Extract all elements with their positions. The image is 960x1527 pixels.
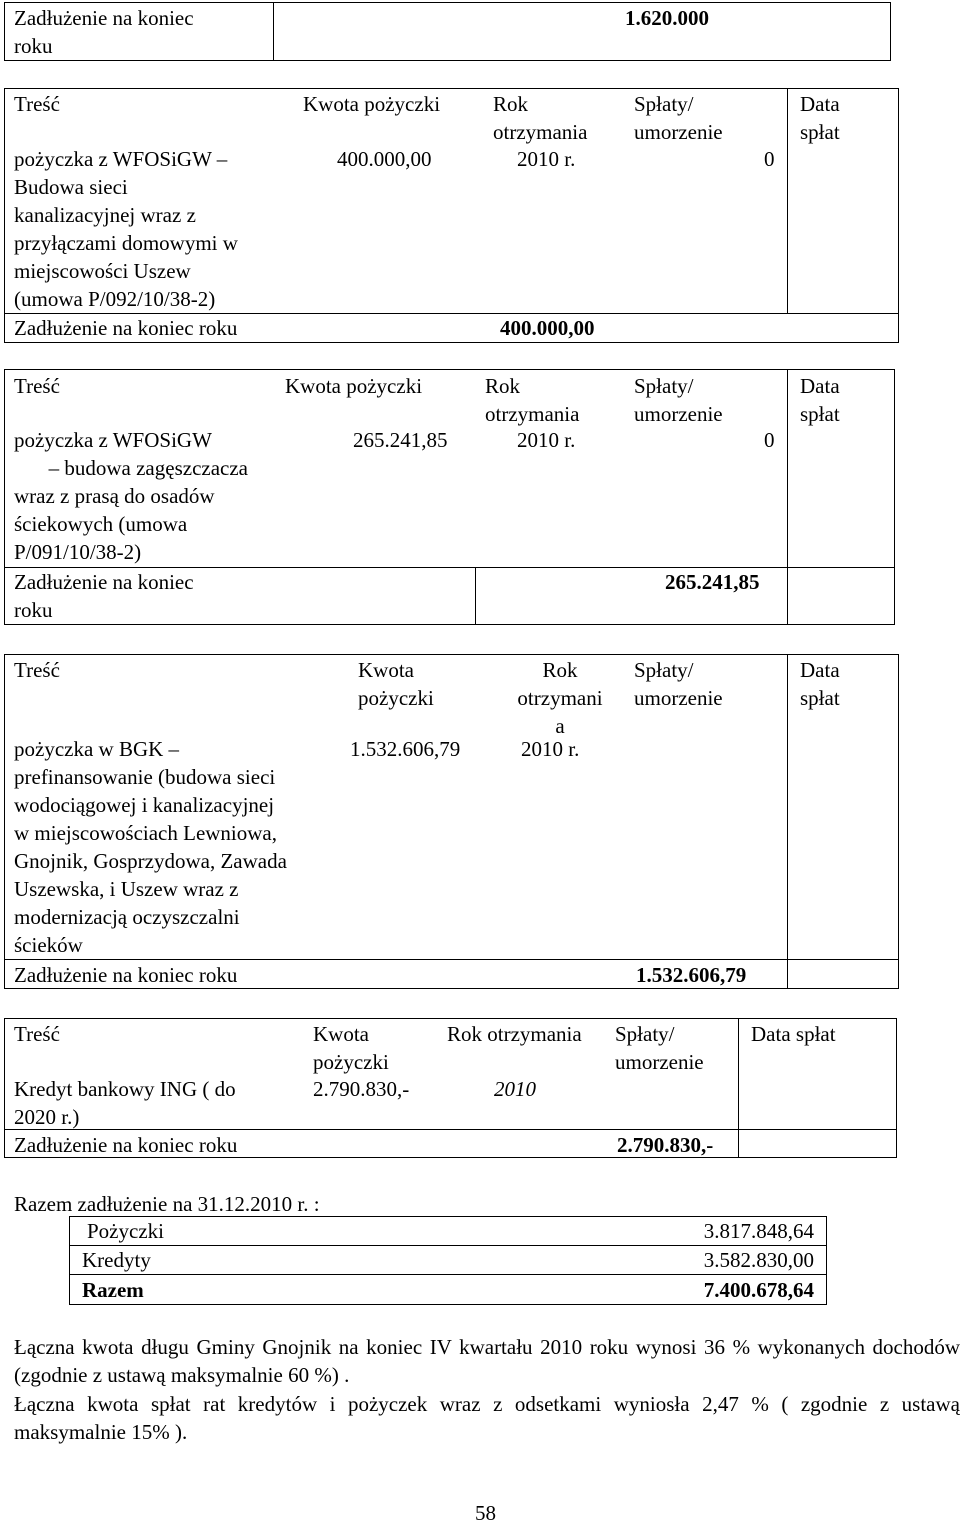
table1-footer-label: Zadłużenie na koniec roku [14, 316, 238, 340]
table4-row-tresc: Kredyt bankowy ING ( do 2020 r.) [14, 1077, 236, 1129]
table2-row-kwota: 265.241,85 [353, 428, 448, 452]
summary-row-label: Pożyczki [87, 1219, 164, 1243]
table4-row-kwota: 2.790.830,- [313, 1077, 410, 1101]
table3-header-rok: Rok otrzymani a [517, 658, 603, 738]
table4-header-rok: Rok otrzymania [447, 1022, 582, 1046]
table3-col-divider [787, 654, 788, 989]
summary-row-divider-2 [69, 1274, 827, 1275]
table3-row-rok: 2010 r. [521, 737, 580, 761]
table3-footer-divider [4, 959, 899, 960]
table3-header-splaty: Spłaty/ umorzenie [634, 658, 723, 710]
table2-header-splaty: Spłaty/ umorzenie [634, 374, 723, 426]
summary-heading: Razem zadłużenie na 31.12.2010 r. : [14, 1192, 320, 1216]
top-debt-table-divider [273, 2, 274, 61]
table3-row-tresc: pożyczka w BGK – prefinansowanie (budowa sieci wodociągowej i kanalizacyjnej w miejscowościach Lewniowa, Gnojnik, Gosprzydowa, Zawada Uszewska, i Uszew wraz z modernizacją oczyszczalni ścieków [14, 737, 287, 957]
table1-header-splaty: Spłaty/ umorzenie [634, 92, 723, 144]
table2-row-tresc-rest: wraz z prasą do osadów ściekowych (umowa P/091/10/38-2) [14, 484, 215, 564]
table1-footer-value: 400.000,00 [500, 316, 595, 340]
top-debt-label: Zadłużenie na koniec roku [14, 6, 194, 58]
table3-header-tresc: Treść [14, 658, 60, 682]
table4-header-splaty: Spłaty/ umorzenie [615, 1022, 704, 1074]
debt-ratio-paragraph: Łączna kwota długu Gminy Gnojnik na koniec IV kwartału 2010 roku wynosi 36 % wykonanych dochodów (zgodnie z ustawą maksymalnie 60 %) . [14, 1335, 960, 1387]
table2-footer-value: 265.241,85 [665, 570, 760, 594]
table1-row-tresc: pożyczka z WFOSiGW – Budowa sieci kanalizacyjnej wraz z przyłączami domowymi w miejscowości Uszew (umowa P/092/10/38-2) [14, 147, 238, 311]
table2-col-divider-b [787, 369, 788, 625]
summary-row-label: Kredyty [82, 1248, 151, 1272]
summary-total-value: 7.400.678,64 [703, 1278, 814, 1302]
table2-header-data: Data spłat [800, 374, 840, 426]
table1-header-kwota: Kwota pożyczki [303, 92, 441, 116]
table1-row-kwota: 400.000,00 [337, 147, 432, 171]
table3-header-data: Data spłat [800, 658, 840, 710]
summary-row-value: 3.817.848,64 [703, 1219, 814, 1243]
table2-row-rok: 2010 r. [517, 428, 576, 452]
table3-footer-label: Zadłużenie na koniec roku [14, 963, 238, 987]
table1-header-data: Data spłat [800, 92, 840, 144]
table2-header-kwota: Kwota pożyczki [285, 374, 423, 398]
repayment-ratio-paragraph: Łączna kwota spłat rat kredytów i pożyczek wraz z odsetkami wyniosła 2,47 % ( zgodnie z ustawą maksymalnie 15% ). [14, 1392, 960, 1444]
table4-header-tresc: Treść [14, 1022, 60, 1046]
table2-footer-label: Zadłużenie na koniec roku [14, 570, 194, 622]
summary-row-value: 3.582.830,00 [703, 1248, 814, 1272]
table4-header-data: Data spłat [751, 1022, 836, 1046]
top-debt-value: 1.620.000 [625, 6, 709, 30]
table1-row-splaty: 0 [764, 147, 775, 171]
summary-total-label: Razem [82, 1278, 144, 1302]
table3-footer-value: 1.532.606,79 [636, 963, 747, 987]
table1-header-rok: Rok otrzymania [493, 92, 588, 144]
table4-footer-label: Zadłużenie na koniec roku [14, 1133, 238, 1157]
table1-row-rok: 2010 r. [517, 147, 576, 171]
table4-col-divider [738, 1018, 739, 1158]
table2-col-divider-a [475, 567, 476, 625]
table2-header-rok: Rok otrzymania [485, 374, 580, 426]
table2-row-tresc-line2: – budowa zagęszczacza [48, 456, 248, 480]
table1-header-tresc: Treść [14, 92, 60, 116]
table3-row-kwota: 1.532.606,79 [350, 737, 461, 761]
table4-header-kwota: Kwota pożyczki [313, 1022, 389, 1074]
table4-footer-value: 2.790.830,- [617, 1133, 714, 1157]
table3-header-kwota: Kwota pożyczki [358, 658, 434, 710]
table2-row-tresc-line1: pożyczka z WFOSiGW [14, 428, 212, 452]
table4-row-rok: 2010 [494, 1077, 536, 1101]
page-number: 58 [475, 1501, 496, 1525]
table1-col-divider [787, 88, 788, 313]
table2-row-splaty: 0 [764, 428, 775, 452]
table2-header-tresc: Treść [14, 374, 60, 398]
